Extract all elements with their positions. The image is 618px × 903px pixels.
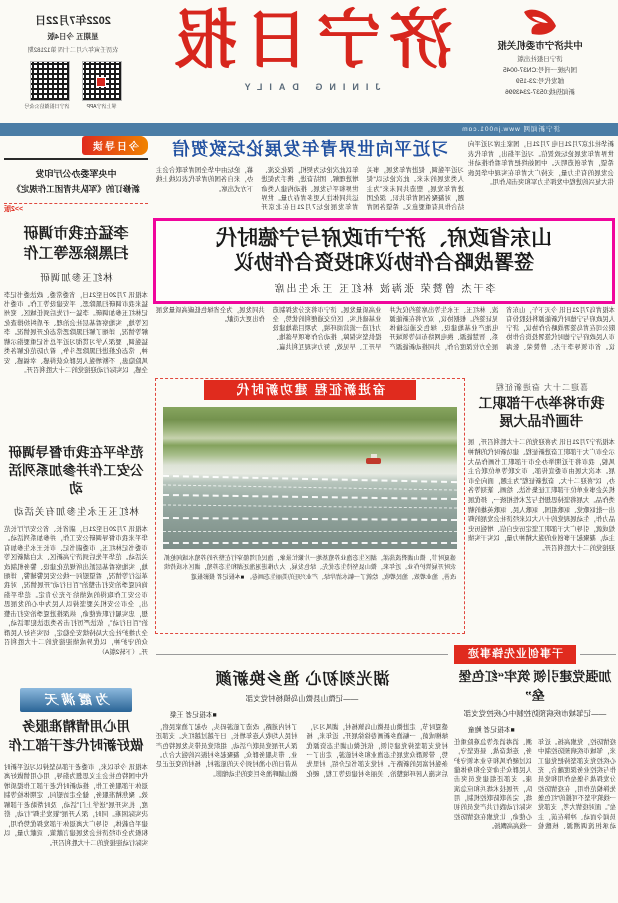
today-guide <box>4 136 148 214</box>
catl-article-body: 本报青岛7月21日讯 今天下午，山东省人民政府与宁德时代新能源科技股份有限公司在青岛签署战略合作协议，济宁市人民政府与宁德时代签署投资合作协议。省市领导李干杰、曾赞荣、张海波、林红玉、王永生等出席签约仪式并见证签约。根据协议，双方将在新能源电池产业基地建设、绿色交通运输体系、智慧能源、换电网络布局等领域开展全方位深度合作，共同推动新能源产业高质量发展。济宁市将充分发挥制造业基础扎实、区位交通便利的优势，全力打造一流营商环境，为项目落地建设提供坚实保障，推动合作事项早落地、早开工、早见效，努力实现互利共赢、共同发展，为全省绿色低碳高质量发展作出更大贡献。 <box>156 307 615 351</box>
newspaper-title: 济宁日报 <box>165 5 453 76</box>
publication-date: 2022年7月22日 <box>35 15 111 27</box>
yuxiang-byline: ■本报记者 王粲 <box>170 712 217 719</box>
limeng-headline-line1: 李猛在我市调研 <box>23 226 129 242</box>
limeng-subtitle: 林红玉参加调研 <box>39 272 113 284</box>
guide-item-line2: 新修订的《军队共青团工作规定》 <box>12 184 140 194</box>
qr-center-logo-icon <box>96 77 106 87</box>
guide-label-chip: 今日导读 <box>82 136 148 155</box>
shuhua-body: 本报济宁7月21日讯 为喜迎党的二十大胜利召开，展示全市广大干部职工奋进新征程、建功新时代的精神风貌，我市将于近期举办全市干部职工书画作品大展。本次大展由市委宣传部、市文联等单位联合主办，以“喜迎二十大、奋进新征程”为主题，面向全市机关企事业单位干部职工征集书法、绘画、篆刻等各类作品。大展将坚持思想性与艺术性相统一，择优展出一批讴歌党、讴歌祖国、讴歌人民、讴歌英雄的精品力作，生动展现党的十八大以来经济社会发展的辉煌成就，引导广大干部职工坚定历史自信、增强历史主动，凝聚起干事创业的强大精神力量，以实干实绩迎接党的二十大胜利召开。 <box>468 439 615 553</box>
photo-caption: 盛夏时节，微山湖碧波荡漾，湖区生态渔业养殖基地一片繁忙景象，渔民们驾船穿行在整齐的养殖水域间抢抓农时开展管护作业。近年来，微山县坚持生态优先、绿色发展，大力推进退渔还湖和生态养殖，湖区水质持续改善，渔业增效、渔民增收，绘就了一幅水清岸绿、产业兴旺的美丽生态画卷。 ■本报记者 摄影报道 <box>164 556 456 581</box>
publisher-block <box>470 6 610 96</box>
photo-section <box>155 378 465 634</box>
jining-release-logo-icon <box>522 6 558 36</box>
limeng-article <box>4 224 148 409</box>
laoganbu-headline-line1: 用心用情精准服务 <box>22 719 130 734</box>
qr-caption: 济宁日报微信公众号 <box>24 104 70 110</box>
laoganbu-body: 本报讯 今年以来，市委老干部局坚持以习近平新时代中国特色社会主义思想为指导，用心用情做好离退休干部服务工作，推动新时代老干部工作提质增效。聚焦精准服务，健全走访慰问、定期体检等制度，扎实开展“送学上门”活动，及时帮助老干部解决实际困难。同时，深入开展“银发生辉”行动，搭建平台载体，引导广大离退休干部发挥优势作用，积极为全市经济社会发展建言献策、贡献力量，以实际行动迎接党的二十大胜利召开。 <box>4 763 148 847</box>
guide-header <box>4 136 148 160</box>
campaign-banner: 奋进新征程 建功新时代 <box>204 380 416 400</box>
qr-code <box>30 61 70 101</box>
pioneer-series-banner: 干事创业先锋事迹 <box>454 645 576 664</box>
catl-headline-box <box>153 218 615 304</box>
masthead <box>150 2 468 92</box>
guide-item-line1: 中央军委办公厅印发 <box>35 169 117 179</box>
shuhua-kicker: 喜迎二十大 奋进新征程 <box>494 383 589 392</box>
lead-article-first-column: 新华社北京7月21日电 7月21日，国家主席习近平向世界青年发展论坛致贺信。习近平指出，青年代表希望，青年创造明天。中国始终把青年看作推动社会发展的有生力量，支持广大青年在实现中华民族伟大复兴的进程中发挥生力军和突击队作用。 <box>468 141 614 187</box>
laoganbu-headline-line2: 做好新时代老干部工作 <box>8 737 144 753</box>
photo-post-row <box>163 494 457 500</box>
qr-caption: 掌上济宁APP <box>86 104 117 110</box>
guide-dotted-rule <box>4 203 148 214</box>
date-block <box>10 12 136 110</box>
fishing-boat <box>366 458 381 464</box>
photo-post-row <box>163 505 457 509</box>
dangjian-article <box>454 666 616 903</box>
lunar-issue-number: 农历壬寅年六月二十四 第12182期 <box>27 48 119 54</box>
laoganbu-article <box>4 688 148 888</box>
yuxiang-body: 盛夏时节，走进微山县微山岛镇杨村，湖风习习，绿柳成荫，一幅渔乡新画卷徐徐展开。近年来，杨村党支部坚持党建引领，依托微山湖生态资源优势，带领群众发展生态渔业和乡村旅游，走出了一条强村富民的新路子。村党支部书记介绍，村里先后实施人居环境整治、美丽乡村建设等工程，硬化了村内道路，改造了旅游码头，办起了渔家民宿，村民人均收入连年增长，日子越过越红火。支部还深入开展党员联户活动，组织党员带头发展特色产业、带头服务群众，凝聚起乡村振兴的强大合力。从昔日的小渔村到今天的旅游村，杨村的变迁正是微山湖畔渔乡巨变的生动缩影。 <box>156 724 448 778</box>
catl-attendees-subtitle: 李干杰 曾赞荣 张海波 林红玉 王永生出席 <box>272 284 496 296</box>
dangjian-body: 疫情防控，党旗高扬。近年来，邹城市疾病预防控制中心疾控党支部坚持把党建工作与疾控业务深度融合，充分发挥战斗堡垒作用和党员先锋模范作用，在疫情防控一线筑牢坚不可摧的“红色堡垒”。面对疫情大考，支部党员闻令而动、冲锋在前，主动承担流调溯源、核酸检测、消毒消杀等急难险重任务，连续奋战、昼夜坚守，以过硬作风和专业本领守护人民群众生命安全和身体健康。支部还组建党员突击队，开展技术练兵和应急演练，完善联防联控机制，用实际行动践行共产党员的初心使命，让党旗在疫情防控一线高高飘扬。 <box>454 739 616 830</box>
section-rule <box>580 654 616 655</box>
yuxiang-subtitle: ——记微山县微山岛镇杨村党支部 <box>245 694 359 703</box>
fanhuaping-article <box>4 444 148 687</box>
publisher-line: 济宁日报社出版 <box>517 56 563 63</box>
yuxiang-article <box>156 666 448 903</box>
photo-post-row <box>163 542 457 544</box>
shuhua-article <box>468 382 615 616</box>
laoganbu-column-banner: 为霞满天 <box>20 688 132 712</box>
right-column <box>4 136 148 903</box>
website-url: 济宁新闻网 www.jn001.com <box>461 126 560 133</box>
fan-subtitle: 林红玉王永生参加有关活动 <box>13 506 140 518</box>
limeng-headline-line2: 扫黑除恶等工作 <box>23 246 129 263</box>
fan-headline-line2: 公安工作并参加系列活动 <box>8 463 144 497</box>
website-band <box>0 123 618 136</box>
lake-aquaculture-photo <box>163 407 457 549</box>
publisher-line: 邮发代号:23-159 <box>515 78 565 85</box>
weekday-edition: 星期五 今日4版 <box>47 32 99 41</box>
limeng-body: 本报讯 7月20日至21日，省委常委、政法委书记李猛来我市调研扫黑除恶、平安建设等工作。市委书记林红玉参加调研。李猛一行先后到任城区、兖州区等地，实地察看基层社会治理、矛盾纠纷排查化解等情况，详细了解扫黑除恶常态化开展情况。李猛强调，要深入学习贯彻习近平总书记重要指示精神，常态化推进扫黑除恶斗争，着力防范化解各类风险隐患，不断增强人民群众获得感、幸福感、安全感，以实际行动迎接党的二十大胜利召开。 <box>4 291 148 375</box>
catl-headline-line2: 签署战略合作协议和投资合作协议 <box>234 252 534 275</box>
yuxiang-headline: 湖光刻初心 渔乡换新颜 <box>214 671 390 688</box>
shuhua-headline-line1: 我市将举办干部职工 <box>478 397 605 412</box>
publisher-line: 新闻热线:0537-2343996 <box>505 89 575 96</box>
fan-headline-line1: 范华平在我市督导调研 <box>8 445 144 460</box>
qr-block-left <box>82 61 122 110</box>
qr-code <box>82 61 122 101</box>
lead-article-body: 习近平强调，促进青年发展，事关人类发展的未来。此次论坛以“促进青年发展，塑造共同未来”为主题，对凝聚各国青年共识、深化团结合作具有重要意义。希望各国青年以此次论坛为契机，深化交流、增进理解、团结奋进，携手为促进世界和平与发展、推动构建人类命运共同体注入更多青春力量。世界青年发展论坛7月21日在北京开幕，论坛由中华全国青年联合会主办，来自各国的青年代表以线上线下方式出席。 <box>156 167 464 212</box>
publisher-line: 国内统一刊号:CN37-0045 <box>502 67 578 74</box>
dangjian-byline: ■本报记者 鲍童 <box>468 727 515 734</box>
publisher-line: 中共济宁市委机关报 <box>497 41 583 52</box>
shuhua-headline-line2: 书画作品大展 <box>499 415 584 431</box>
section-rule <box>156 654 448 655</box>
qr-block-right <box>25 61 70 110</box>
photo-post-row <box>163 531 457 532</box>
dangjian-subtitle: ——记邹城市疾病预防控制中心疾控党支部 <box>463 709 607 718</box>
catl-headline-line1: 山东省政府、济宁市政府与宁德时代 <box>216 226 552 250</box>
lead-headline: 习近平向世界青年发展论坛致贺信 <box>171 139 449 159</box>
dangjian-headline: 加强党建引领 筑牢“红色堡垒” <box>458 669 612 703</box>
newspaper-title-en: JINING DAILY <box>237 82 381 92</box>
guide-page-ref: >>2版 <box>4 206 24 213</box>
photo-post-row <box>163 475 457 483</box>
fan-body: 本报讯 7月20日至21日，副省长、省公安厅厅长范华平来我市督导调研公安工作，并参加系列活动。市委书记林红玉，市委副书记、市长王永生参加有关活动。范华平先后到济宁高新区、太白湖新区等地，实地察看基层派出所规范化建设、警务机制改革运行等情况，看望慰问一线公安民警辅警，详细询问夏季治安打击整治“百日行动”开展情况，对我市公安工作取得的成绩给予充分肯定。范华平指出，全市公安机关要坚持以人民为中心的发展思想，忠实履行职责使命，纵深推进夏季治安打击整治“百日行动”，依法严厉打击各类违法犯罪活动，全力维护社会大局持续安全稳定，切实当好人民群众的守护神，以优异成绩迎接党的二十大胜利召开。（下转2版A） <box>4 525 148 656</box>
photo-post-row <box>163 517 457 521</box>
photo-post-row <box>163 484 457 490</box>
